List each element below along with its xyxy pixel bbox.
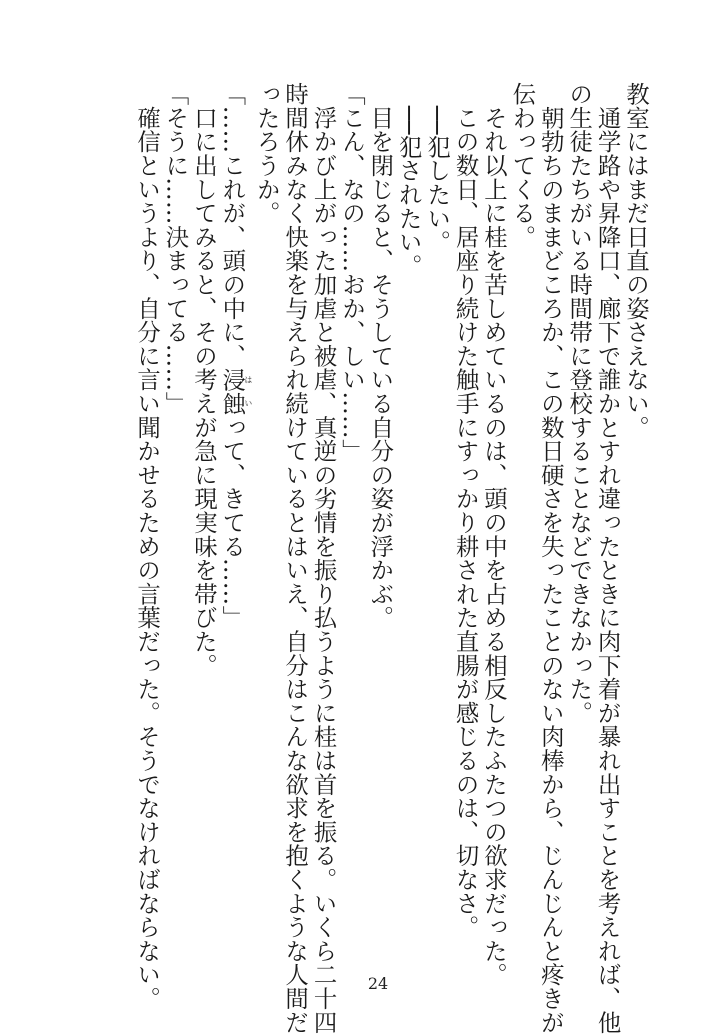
text-line: 伝わってくる。 xyxy=(508,82,537,249)
text-line: 確信というより、自分に言い聞かせるための言葉だった。そうでなければならない。 xyxy=(133,82,162,1011)
text-line: ったろうか。 xyxy=(252,82,281,225)
page-number: 24 xyxy=(367,974,389,993)
text-line: 教室にはまだ日直の姿さえない。 xyxy=(622,82,650,439)
text-line: 「こん、なの……おか、しい……」 xyxy=(337,82,366,463)
text-line: ──犯したい。 xyxy=(423,82,452,254)
text-line: 時間休みなく快楽を与えられ続けているとはいえ、自分はこんな欲求を抱くような人間だ xyxy=(281,82,310,1034)
text-line: ──犯されたい。 xyxy=(394,82,423,278)
text-line: 朝勃ちのままどころか、この数日硬さを失ったことのない肉棒から、じんじんと疼きが xyxy=(536,82,565,1034)
text-line: の生徒たちがいる時間帯に登校することなどできなかった。 xyxy=(565,82,594,725)
text-line: それ以上に桂を苦しめているのは、頭の中を占める相反したふたつの欲求だった。 xyxy=(479,82,508,987)
text-line: 「そうに……決まってる……」 xyxy=(161,82,190,416)
text-line-with-ruby: 「……これが、頭の中に、浸蝕はいって、きてる……」 xyxy=(218,82,253,630)
text-line: 通学路や昇降口、廊下で誰かとすれ違ったときに肉下着が暴れ出すことを考えれば、他 xyxy=(593,82,622,1034)
text-line: 目を閉じると、そうしている自分の姿が浮かぶ。 xyxy=(366,82,395,630)
text-line: この数日、居座り続けた触手にすっかり耕された直腸が感じるのは、切なさ。 xyxy=(451,82,480,939)
text-line: 浮かび上がった加虐と被虐、真逆の劣情を振り払うように桂は首を振る。いくら二十四 xyxy=(309,82,338,1034)
ruby-reading: はい xyxy=(243,367,253,416)
ruby-annotation: 浸蝕はい xyxy=(218,367,253,416)
text-line: 口に出してみると、その考えが急に現実味を帯びた。 xyxy=(189,82,218,677)
